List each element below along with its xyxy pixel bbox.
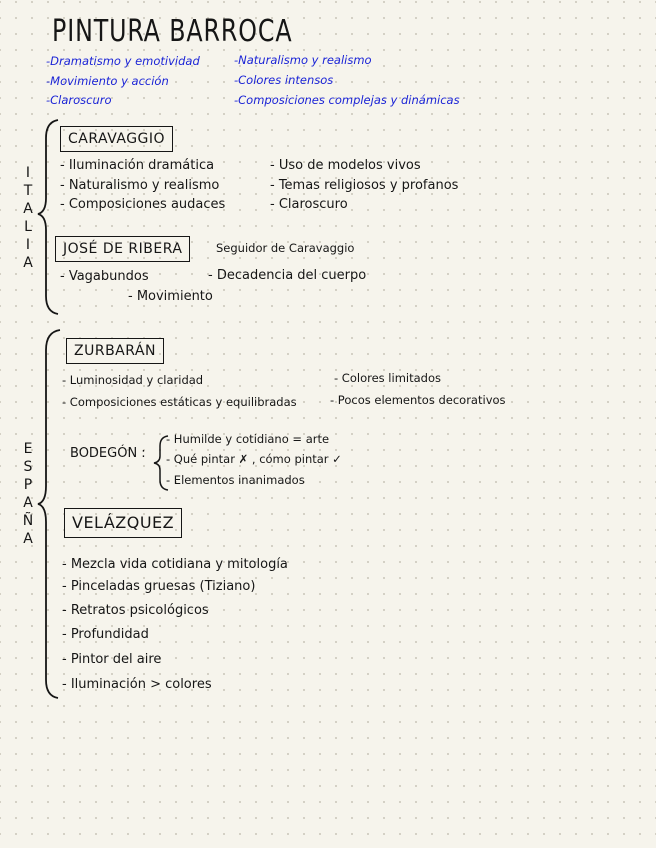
ribera-heading: JOSÉ DE RIBERA bbox=[55, 236, 190, 262]
caravaggio-item: - Uso de modelos vivos bbox=[270, 158, 421, 173]
espana-letter: P bbox=[23, 477, 33, 493]
velazquez-item: - Profundidad bbox=[62, 627, 149, 642]
velazquez-item: - Iluminación > colores bbox=[62, 677, 212, 692]
velazquez-item: - Pintor del aire bbox=[62, 652, 162, 667]
caravaggio-heading: CARAVAGGIO bbox=[60, 126, 173, 152]
intro-item: -Claroscuro bbox=[46, 93, 112, 107]
intro-item: -Movimiento y acción bbox=[46, 74, 169, 88]
ribera-note: Seguidor de Caravaggio bbox=[216, 241, 355, 255]
bodegon-label: BODEGÓN : bbox=[70, 446, 146, 461]
zurbaran-item: - Colores limitados bbox=[334, 371, 441, 385]
ribera-item: - Vagabundos bbox=[60, 269, 149, 284]
italia-letter: A bbox=[23, 255, 33, 271]
italia-letter: L bbox=[24, 219, 32, 235]
caravaggio-item: - Claroscuro bbox=[270, 197, 348, 212]
caravaggio-item: - Composiciones audaces bbox=[60, 197, 226, 212]
espana-letter: E bbox=[23, 441, 33, 457]
espana-letter: S bbox=[23, 459, 33, 475]
velazquez-item: - Pinceladas gruesas (Tiziano) bbox=[62, 579, 256, 594]
bodegon-item: - Humilde y cotidiano = arte bbox=[166, 432, 330, 446]
intro-item: -Naturalismo y realismo bbox=[234, 53, 372, 67]
caravaggio-item: - Naturalismo y realismo bbox=[60, 178, 220, 193]
velazquez-heading: VELÁZQUEZ bbox=[64, 508, 182, 538]
italia-vertical-label bbox=[22, 164, 34, 272]
zurbaran-item: - Luminosidad y claridad bbox=[62, 373, 204, 387]
espana-letter: A bbox=[23, 495, 33, 511]
intro-item: -Composiciones complejas y dinámicas bbox=[234, 93, 460, 107]
bodegon-item: - Elementos inanimados bbox=[166, 473, 305, 487]
velazquez-item: - Retratos psicológicos bbox=[62, 603, 209, 618]
zurbaran-heading: ZURBARÁN bbox=[66, 338, 164, 364]
ribera-item: - Decadencia del cuerpo bbox=[208, 268, 367, 283]
page-title: PINTURA BARROCA bbox=[52, 14, 293, 49]
ribera-item: - Movimiento bbox=[128, 289, 213, 304]
intro-item: -Dramatismo y emotividad bbox=[46, 54, 200, 68]
intro-item: -Colores intensos bbox=[234, 73, 334, 87]
espana-letter: A bbox=[23, 531, 33, 547]
italia-letter: T bbox=[23, 183, 33, 199]
italia-letter: I bbox=[25, 165, 31, 181]
espana-letter: Ñ bbox=[22, 513, 34, 529]
velazquez-item: - Mezcla vida cotidiana y mitología bbox=[62, 557, 288, 572]
italia-letter: A bbox=[23, 201, 33, 217]
zurbaran-item: - Pocos elementos decorativos bbox=[330, 393, 506, 407]
caravaggio-item: - Iluminación dramática bbox=[60, 158, 215, 173]
italia-letter: I bbox=[25, 237, 31, 253]
caravaggio-item: - Temas religiosos y profanos bbox=[270, 178, 459, 193]
espana-vertical-label bbox=[22, 440, 34, 548]
zurbaran-item: - Composiciones estáticas y equilibradas bbox=[62, 395, 297, 409]
bodegon-item: - Qué pintar ✗ , cómo pintar ✓ bbox=[166, 452, 342, 466]
